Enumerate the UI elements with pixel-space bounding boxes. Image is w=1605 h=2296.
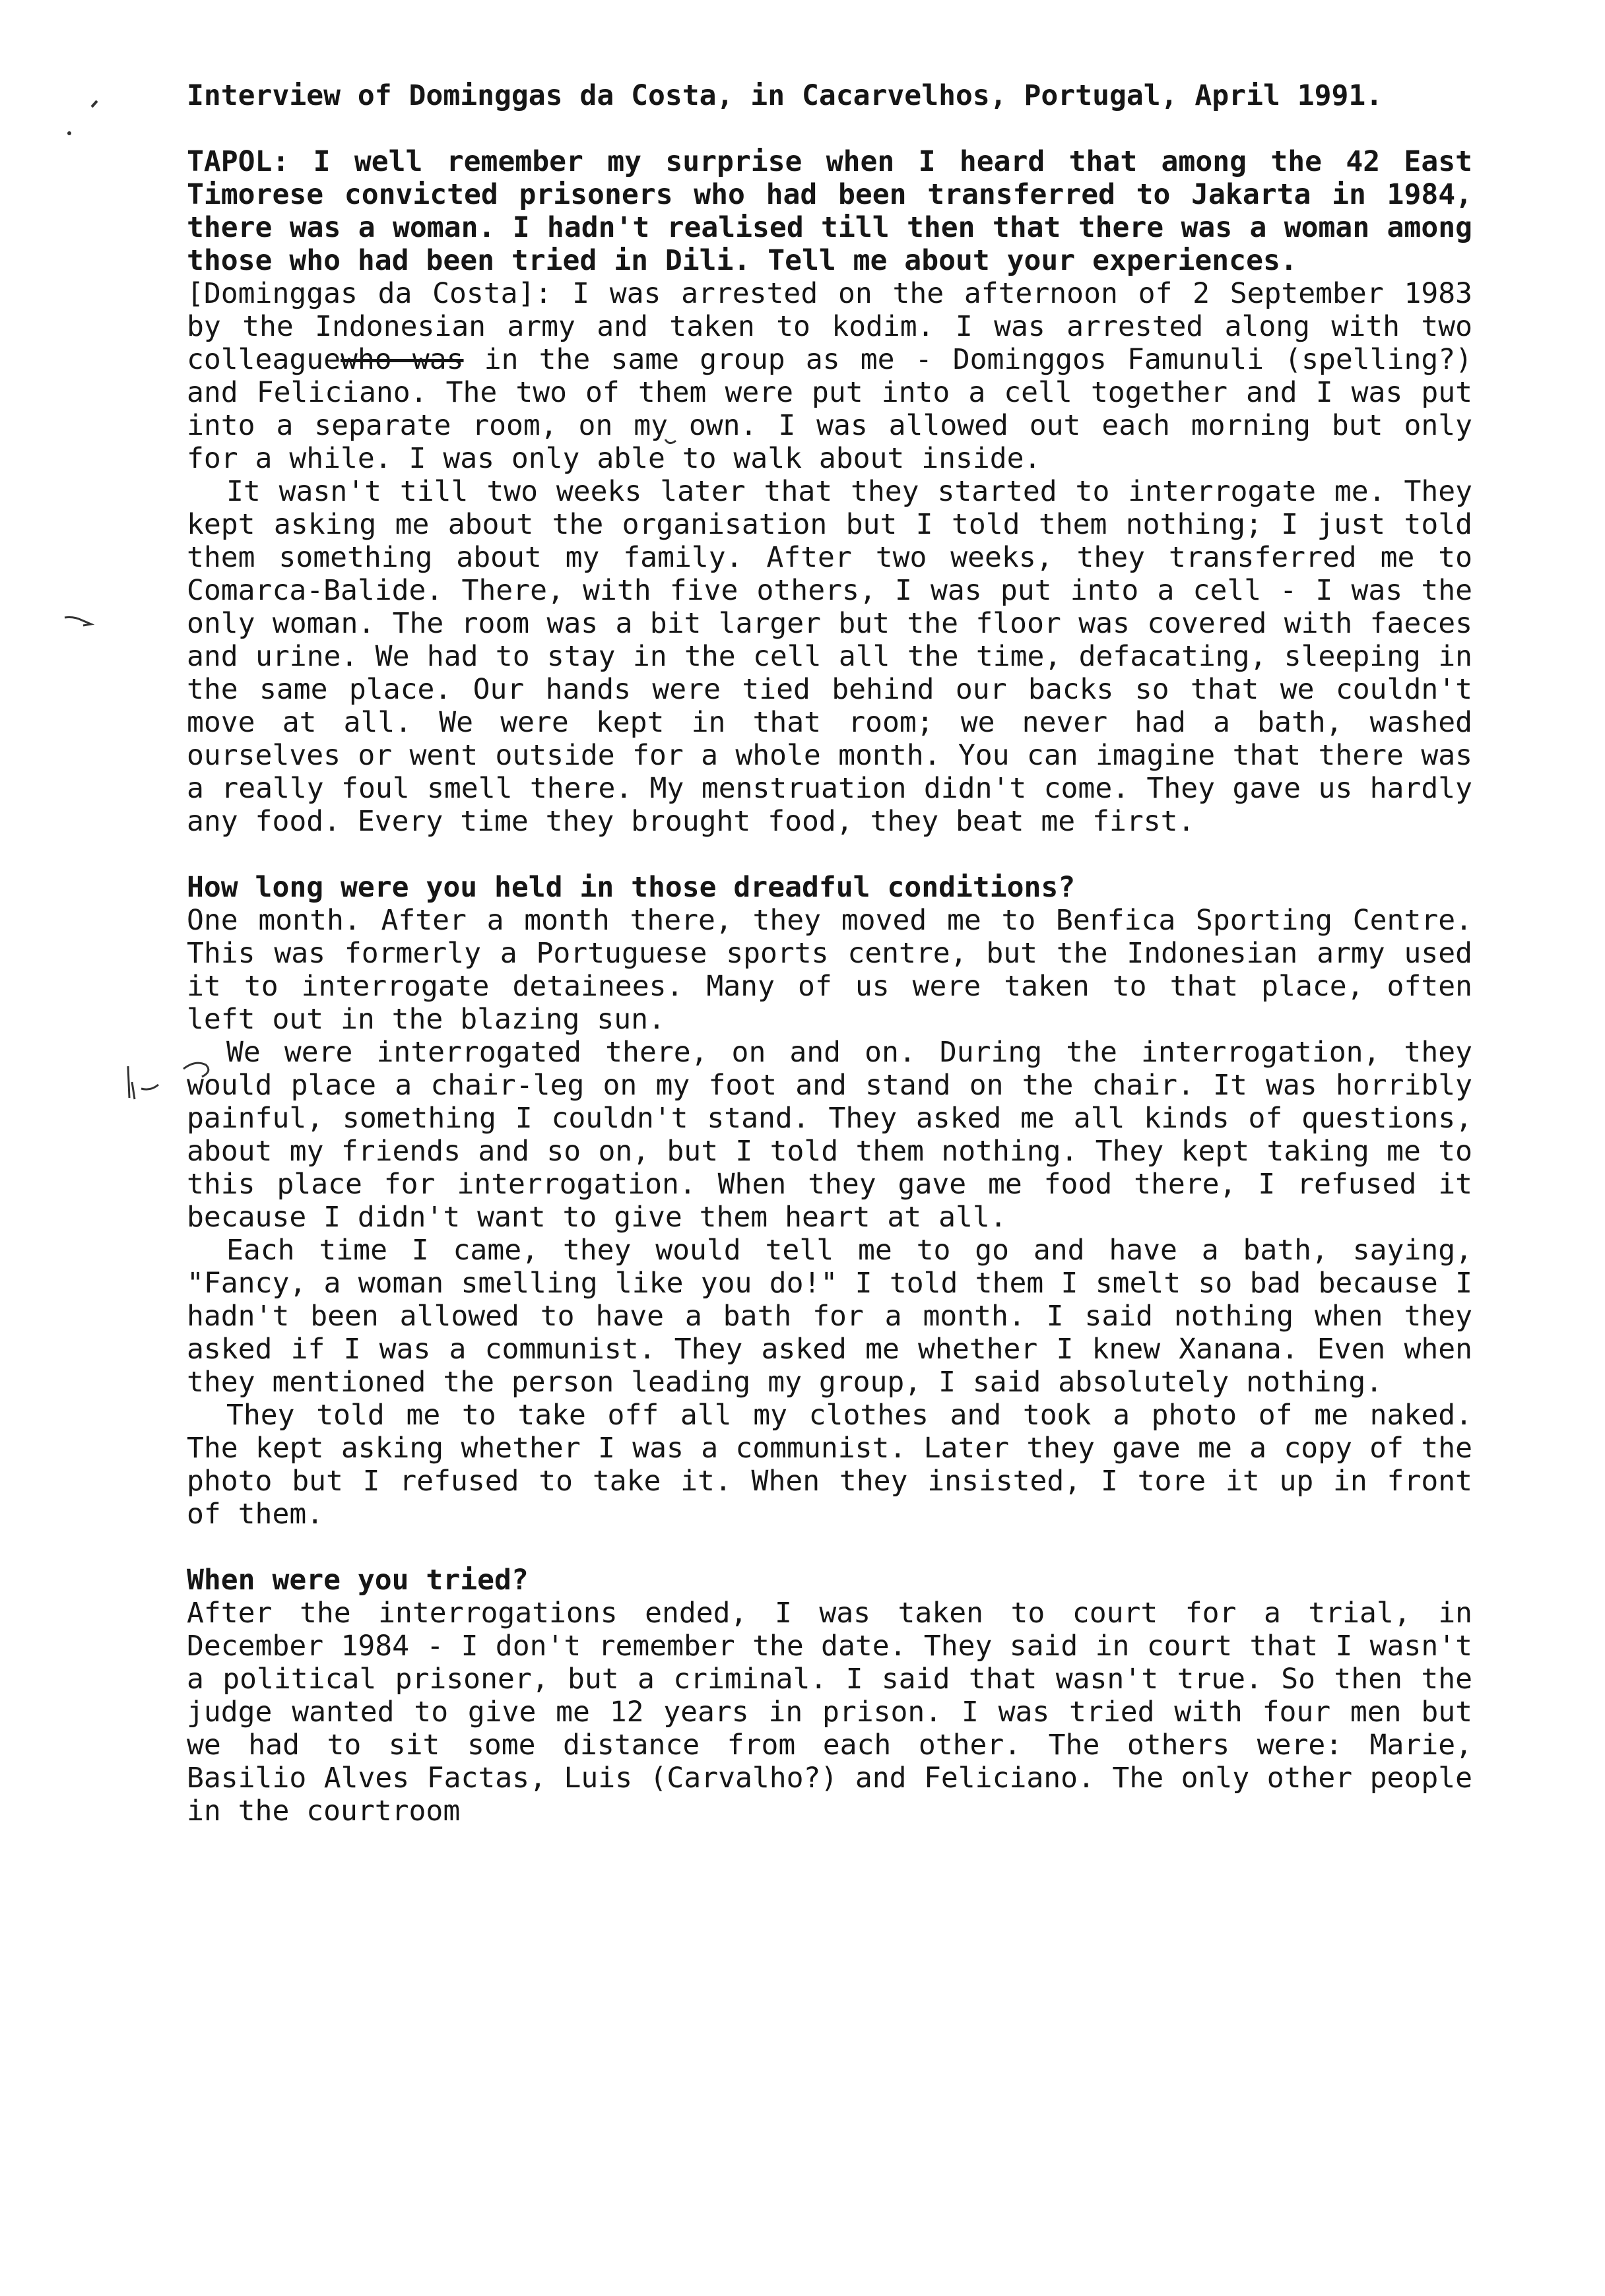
answer-3-paragraph-1: After the interrogations ended, I was taken to court for a trial, in December 1984 - I don't remember the date. They said in court that I wasn't a political prisoner, but a criminal. I said that wasn't true. So then the judge wanted to give me 12 years in prison. I was tried with four men but we had to sit some distance from each other. The others were: Marie, Basilio Alves Factas, Luis (Carvalho?) and Feliciano. The only other people in the courtroom <box>187 1597 1472 1828</box>
intro-question: TAPOL: I well remember my surprise when I heard that among the 42 East Timorese convicted prisoners who had been transferred to Jakarta in 1984, there was a woman. I hadn't realised till then that there was a woman among those who had been tried in Dili. Tell me about your experiences. <box>187 145 1472 277</box>
answer-1-text-a: [Dominggas da Costa]: I was arrested on the afternoon of 2 September 1983 by the Indonesian army and taken to kodim. I was arrested along with two colleague <box>187 277 1472 376</box>
spacer <box>187 1531 1472 1564</box>
answer-1-text-b: in the same group as me - Dominggos Famunuli (spelling?) and Feliciano. The two of them were put into a cell together and I was put into a separate room, on my own. I was allowed out each morning but only for a while. I was only able to walk about inside. <box>187 343 1472 475</box>
answer-2-paragraph-3: Each time I came, they would tell me to go and have a bath, saying, "Fancy, a woman smelling like you do!" I told them I smelt so bad because I hadn't been allowed to have a bath for a month. I said nothing when they asked if I was a communist. They asked me whether I knew Xanana. Even when they mentioned the person leading my group, I said absolutely nothing. <box>187 1234 1472 1399</box>
answer-1-paragraph-1 <box>187 277 1472 475</box>
spacer <box>187 112 1472 145</box>
pen-arrow-mark <box>65 618 91 626</box>
interview-text <box>187 79 1472 1828</box>
answer-2-paragraph-1: One month. After a month there, they moved me to Benfica Sporting Centre. This was formerly a Portuguese sports centre, but the Indonesian army used it to interrogate detainees. Many of us were taken to that place, often left out in the blazing sun. <box>187 904 1472 1036</box>
pen-scribble-mark <box>128 1066 158 1099</box>
question-3: When were you tried? <box>187 1564 529 1597</box>
answer-1-paragraph-2: It wasn't till two weeks later that they started to interrogate me. They kept asking me about the organisation but I told them nothing; I just told them something about my family. After two weeks, they transferred me to Comarca-Balide. There, with five others, I was put into a cell - I was the only woman. The room was a bit larger but the floor was covered with faeces and urine. We had to stay in the cell all the time, defacating, sleeping in the same place. Our hands were tied behind our backs so that we couldn't move at all. We were kept in that room; we never had a bath, washed ourselves or went outside for a whole month. You can imagine that there was a really foul smell there. My menstruation didn't come. They gave us hardly any food. Every time they brought food, they beat me first. <box>187 475 1472 838</box>
pen-tick-mark <box>92 101 97 107</box>
answer-2-paragraph-2: We were interrogated there, on and on. During the interrogation, they would place a chair-leg on my foot and stand on the chair. It was horribly painful, something I couldn't stand. They asked me all kinds of questions, about my friends and so on, but I told them nothing. They kept taking me to this place for interrogation. When they gave me food there, I refused it because I didn't want to give them heart at all. <box>187 1036 1472 1234</box>
spacer <box>187 838 1472 871</box>
pen-dot-mark <box>67 131 71 135</box>
question-2: How long were you held in those dreadful conditions? <box>187 871 1076 904</box>
struck-out-text: who was <box>341 343 464 376</box>
document-title: Interview of Dominggas da Costa, in Cacarvelhos, Portugal, April 1991. <box>187 79 1383 112</box>
answer-2-paragraph-4: They told me to take off all my clothes and took a photo of me naked. The kept asking whether I was a communist. Later they gave me a copy of the photo but I refused to take it. When they insisted, I tore it up in front of them. <box>187 1399 1472 1531</box>
